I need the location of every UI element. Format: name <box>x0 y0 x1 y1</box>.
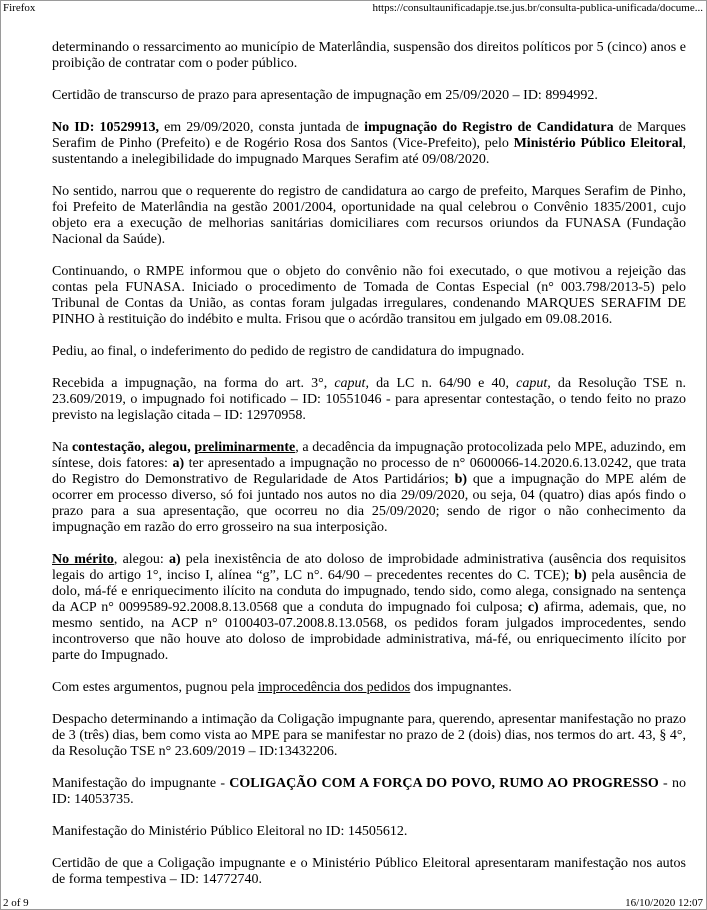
paragraph-3: No ID: 10529913, em 29/09/2020, consta juntada de impugnação do Registro de Candidatura de Marques Serafim de Pinho (Prefeito) e de Rogério Rosa dos Santos (Vice-Prefeito), pelo Ministério Público Eleitoral, sustentando a inelegibilidade do impugnado Marques Serafim até 09/08/2020. <box>52 120 687 167</box>
paragraph-2: Certidão de transcurso de prazo para apresentação de impugnação em 25/09/2020 – ID: 8994992. <box>52 88 598 103</box>
paragraph-10: Com estes argumentos, pugnou pela improcedência dos pedidos dos impugnantes. <box>52 680 512 695</box>
paragraph-9: No mérito, alegou: a) pela inexistência de ato doloso de improbidade administrativa (ausência dos requisitos legais do artigo 1°, inciso I, alínea “g”, LC n°. 64/90 – precedentes recentes do C. TCE); b) pela ausência de dolo, má-fé e enriquecimento ilícito na conduta do impugnado, tendo sido, como alega, consignado na sentença da ACP n° 0099589-92.2008.8.13.0568 que a conduta do impugnado foi culposa; c) afirma, ademais, que, no mesmo sentido, na ACP n° 0100403-07.2008.8.13.0568, os pedidos foram julgados improcedentes, sendo incontroverso que não houve ato doloso de improbidade administrativa, má-fé, ou enriquecimento ilícito por parte do Impugnado. <box>52 552 686 663</box>
paragraph-4: No sentido, narrou que o requerente do registro de candidatura ao cargo de prefeito, Marques Serafim de Pinho, foi Prefeito de Materlândia na gestão 2001/2004, oportunidade na qual celebrou o Convênio 1835/2001, cujo objeto era a execução de melhorias sanitárias domiciliares com recursos oriundos da FUNASA (Fundação Nacional da Saúde). <box>52 184 686 247</box>
page-url[interactable]: https://consultaunificadapje.tse.jus.br/consulta-publica-unificada/docume... <box>372 2 703 14</box>
id-reference: No ID: 10529913, <box>52 120 159 135</box>
paragraph-6: Pediu, ao final, o indeferimento do pedido de registro de candidatura do impugnado. <box>52 344 525 359</box>
paragraph-11: Despacho determinando a intimação da Coligação impugnante para, querendo, apresentar manifestação no prazo de 3 (três) dias, bem como vista ao MPE para se manifestar no prazo de 2 (dois) dias, nos termos do art. 43, § 4°, da Resolução TSE n° 23.609/2019 – ID:13432206. <box>52 712 686 759</box>
document-body <box>52 40 686 888</box>
paragraph-7: Recebida a impugnação, na forma do art. 3°, caput, da LC n. 64/90 e 40, caput, da Resolução TSE n. 23.609/2019, o impugnado foi notificado – ID: 10551046 - para apresentar contestação, o tendo feito no prazo previsto na legislação citada – ID: 12970958. <box>52 376 686 423</box>
page-number: 2 of 9 <box>3 897 29 909</box>
paragraph-12: Manifestação do impugnante - COLIGAÇÃO COM A FORÇA DO POVO, RUMO AO PROGRESSO - no ID: 14053735. <box>52 776 687 807</box>
paragraph-13: Manifestação do Ministério Público Eleitoral no ID: 14505612. <box>52 824 408 839</box>
print-datetime: 16/10/2020 12:07 <box>625 897 703 909</box>
paragraph-8: Na contestação, alegou, preliminarmente, a decadência da impugnação protocolizada pelo MPE, aduzindo, em síntese, dois fatores: a) ter apresentado a impugnação no processo de n° 0600066-14.2020.6.13.0242, que trata do Registro do Demonstrativo de Regularidade de Atos Partidários; b) que a impugnação do MPE além de ocorrer em processo diverso, só foi juntado nos autos no dia 29/09/2020, ou seja, 04 (quatro) dias após findo o prazo para a sua apresentação, que ocorreu no dia 25/09/2020; sendo de rigor o não conhecimento da impugnação em razão do erro grosseiro na sua interposição. <box>52 440 686 535</box>
paragraph-5: Continuando, o RMPE informou que o objeto do convênio não foi executado, o que motivou a rejeição das contas pela FUNASA. Iniciado o procedimento de Tomada de Contas Especial (n° 003.798/2013-5) pelo Tribunal de Contas da União, as contas foram julgadas irregulares, condenando MARQUES SERAFIM DE PINHO à restituição do indébito e multa. Frisou que o acórdão transitou em julgado em 09.08.2016. <box>52 264 686 327</box>
paragraph-14: Certidão de que a Coligação impugnante e o Ministério Público Eleitoral apresentaram manifestação nos autos de forma tempestiva – ID: 14772740. <box>52 856 686 887</box>
browser-title: Firefox <box>3 2 36 14</box>
paragraph-1: determinando o ressarcimento ao município de Materlândia, suspensão dos direitos políticos por 5 (cinco) anos e proibição de contratar com o poder público. <box>52 40 686 71</box>
